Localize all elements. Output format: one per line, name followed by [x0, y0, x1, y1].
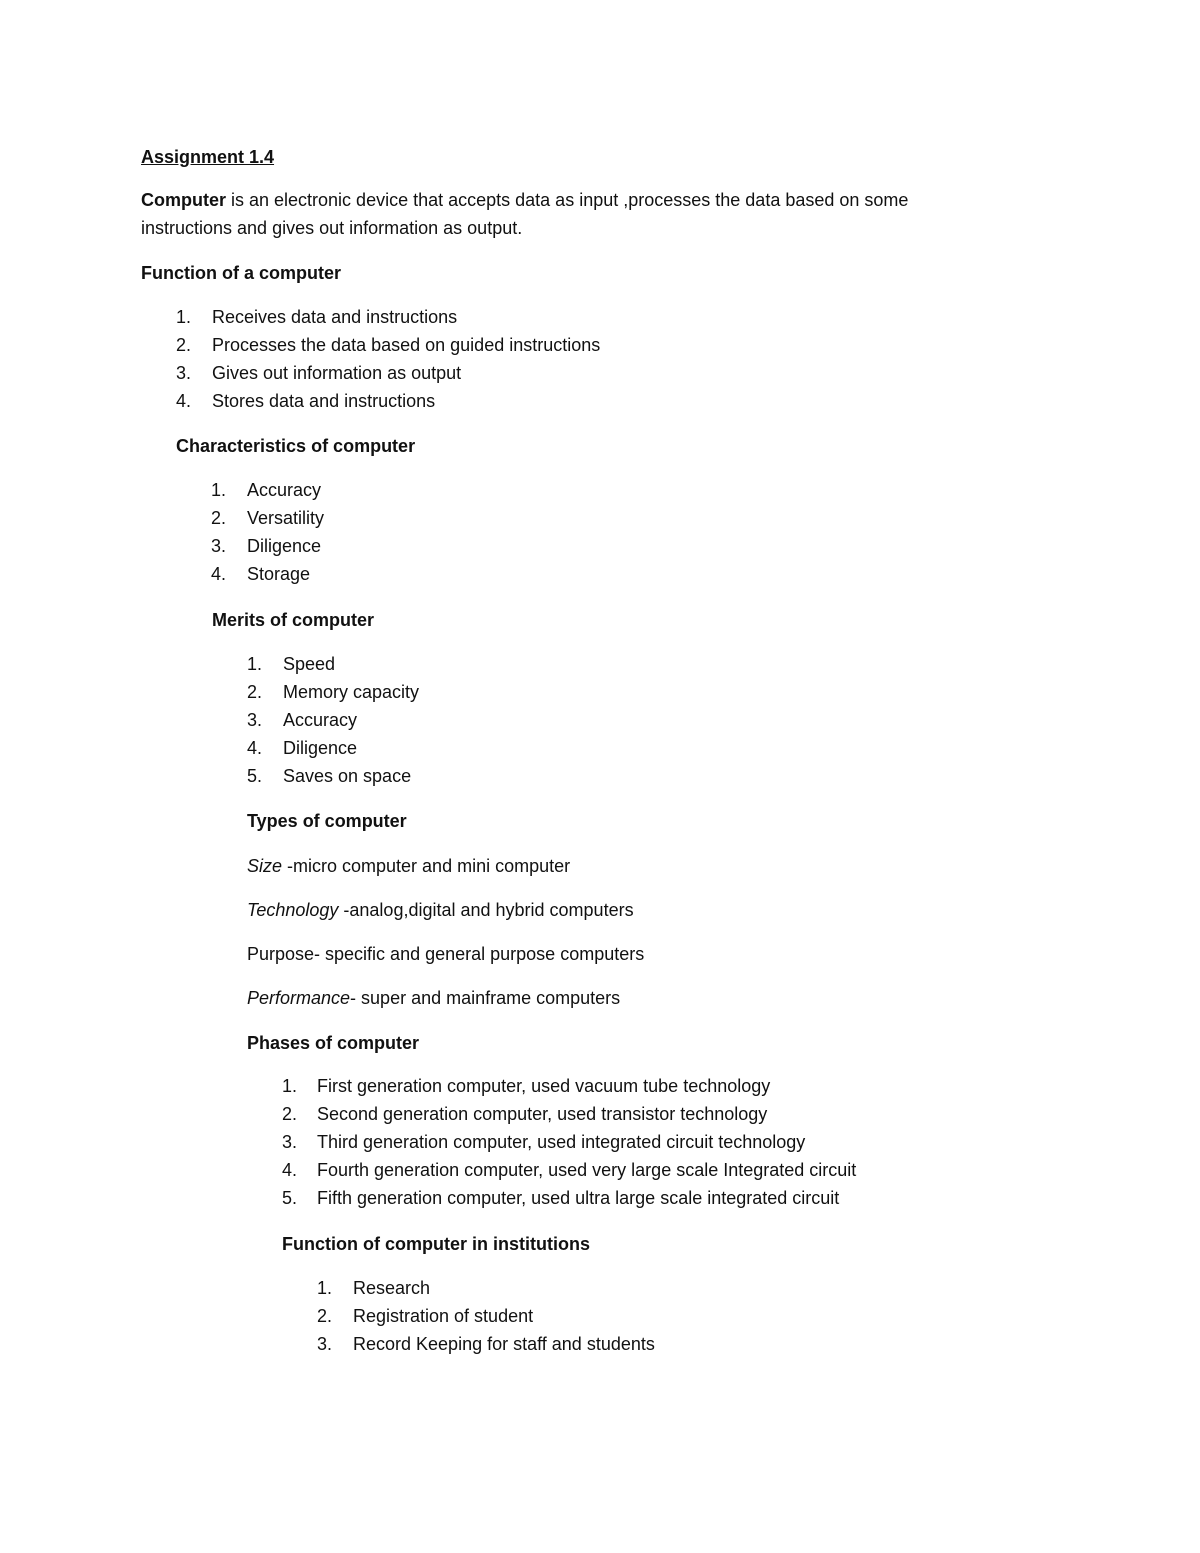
list-number: 3.: [317, 1334, 333, 1354]
list-number: 4.: [282, 1160, 298, 1180]
list-number: 4.: [247, 738, 263, 758]
list-item: Fourth generation computer, used very large scale Integrated circuit: [317, 1160, 857, 1180]
list-item: First generation computer, used vacuum tube technology: [317, 1076, 771, 1096]
list-item: Accuracy: [247, 480, 322, 500]
list-number: 4.: [211, 564, 227, 584]
list-item: Receives data and instructions: [212, 307, 458, 327]
list-item: Fifth generation computer, used ultra large scale integrated circuit: [317, 1188, 840, 1208]
list-item: Storage: [247, 564, 311, 584]
list-item: Stores data and instructions: [212, 391, 436, 411]
list-item: Second generation computer, used transistor technology: [317, 1104, 768, 1124]
list-number: 2.: [176, 335, 192, 355]
heading-institutions: Function of computer in institutions: [282, 1234, 590, 1254]
types-size-label: Size: [247, 856, 283, 876]
intro-term: Computer: [141, 190, 226, 210]
list-number: 3.: [282, 1132, 298, 1152]
list-item: Research: [353, 1278, 431, 1298]
list-number: 1.: [211, 480, 227, 500]
types-size-line: [247, 855, 570, 877]
heading-phases: Phases of computer: [247, 1033, 420, 1053]
heading-merits: Merits of computer: [212, 610, 375, 630]
list-number: 1.: [176, 307, 192, 327]
heading-functions: Function of a computer: [141, 263, 341, 283]
types-technology-line: [247, 899, 634, 921]
list-item: Record Keeping for staff and students: [353, 1334, 655, 1354]
list-item: Saves on space: [283, 766, 412, 786]
types-performance-label: Performance: [247, 988, 351, 1008]
list-item: Processes the data based on guided instructions: [212, 335, 601, 355]
heading-characteristics: Characteristics of computer: [176, 436, 416, 456]
document-title: Assignment 1.4: [141, 147, 275, 167]
types-size-text: -micro computer and mini computer: [282, 856, 571, 876]
list-item: Diligence: [283, 738, 358, 758]
list-number: 1.: [282, 1076, 298, 1096]
intro-text-1: is an electronic device that accepts data as input ,processes the data based on some: [226, 190, 909, 210]
types-technology-label: Technology: [247, 900, 339, 920]
list-item: Accuracy: [283, 710, 358, 730]
list-item: Versatility: [247, 508, 325, 528]
intro-line-2: instructions and gives out information as output.: [141, 218, 523, 238]
list-number: 3.: [211, 536, 227, 556]
list-number: 1.: [247, 654, 263, 674]
list-item: Diligence: [247, 536, 322, 556]
list-number: 1.: [317, 1278, 333, 1298]
types-performance-line: [247, 987, 620, 1009]
list-number: 5.: [282, 1188, 298, 1208]
list-number: 3.: [176, 363, 192, 383]
list-item: Gives out information as output: [212, 363, 462, 383]
list-number: 2.: [247, 682, 263, 702]
types-technology-text: -analog,digital and hybrid computers: [338, 900, 634, 920]
types-purpose-line: Purpose- specific and general purpose computers: [247, 944, 645, 964]
list-item: Registration of student: [353, 1306, 534, 1326]
list-item: Third generation computer, used integrated circuit technology: [317, 1132, 806, 1152]
list-number: 2.: [211, 508, 227, 528]
list-number: 4.: [176, 391, 192, 411]
heading-types: Types of computer: [247, 811, 407, 831]
list-number: 3.: [247, 710, 263, 730]
intro-line-1: [141, 189, 908, 211]
types-performance-text: - super and mainframe computers: [350, 988, 621, 1008]
list-number: 2.: [317, 1306, 333, 1326]
list-item: Memory capacity: [283, 682, 420, 702]
list-number: 2.: [282, 1104, 298, 1124]
list-number: 5.: [247, 766, 263, 786]
list-item: Speed: [283, 654, 336, 674]
